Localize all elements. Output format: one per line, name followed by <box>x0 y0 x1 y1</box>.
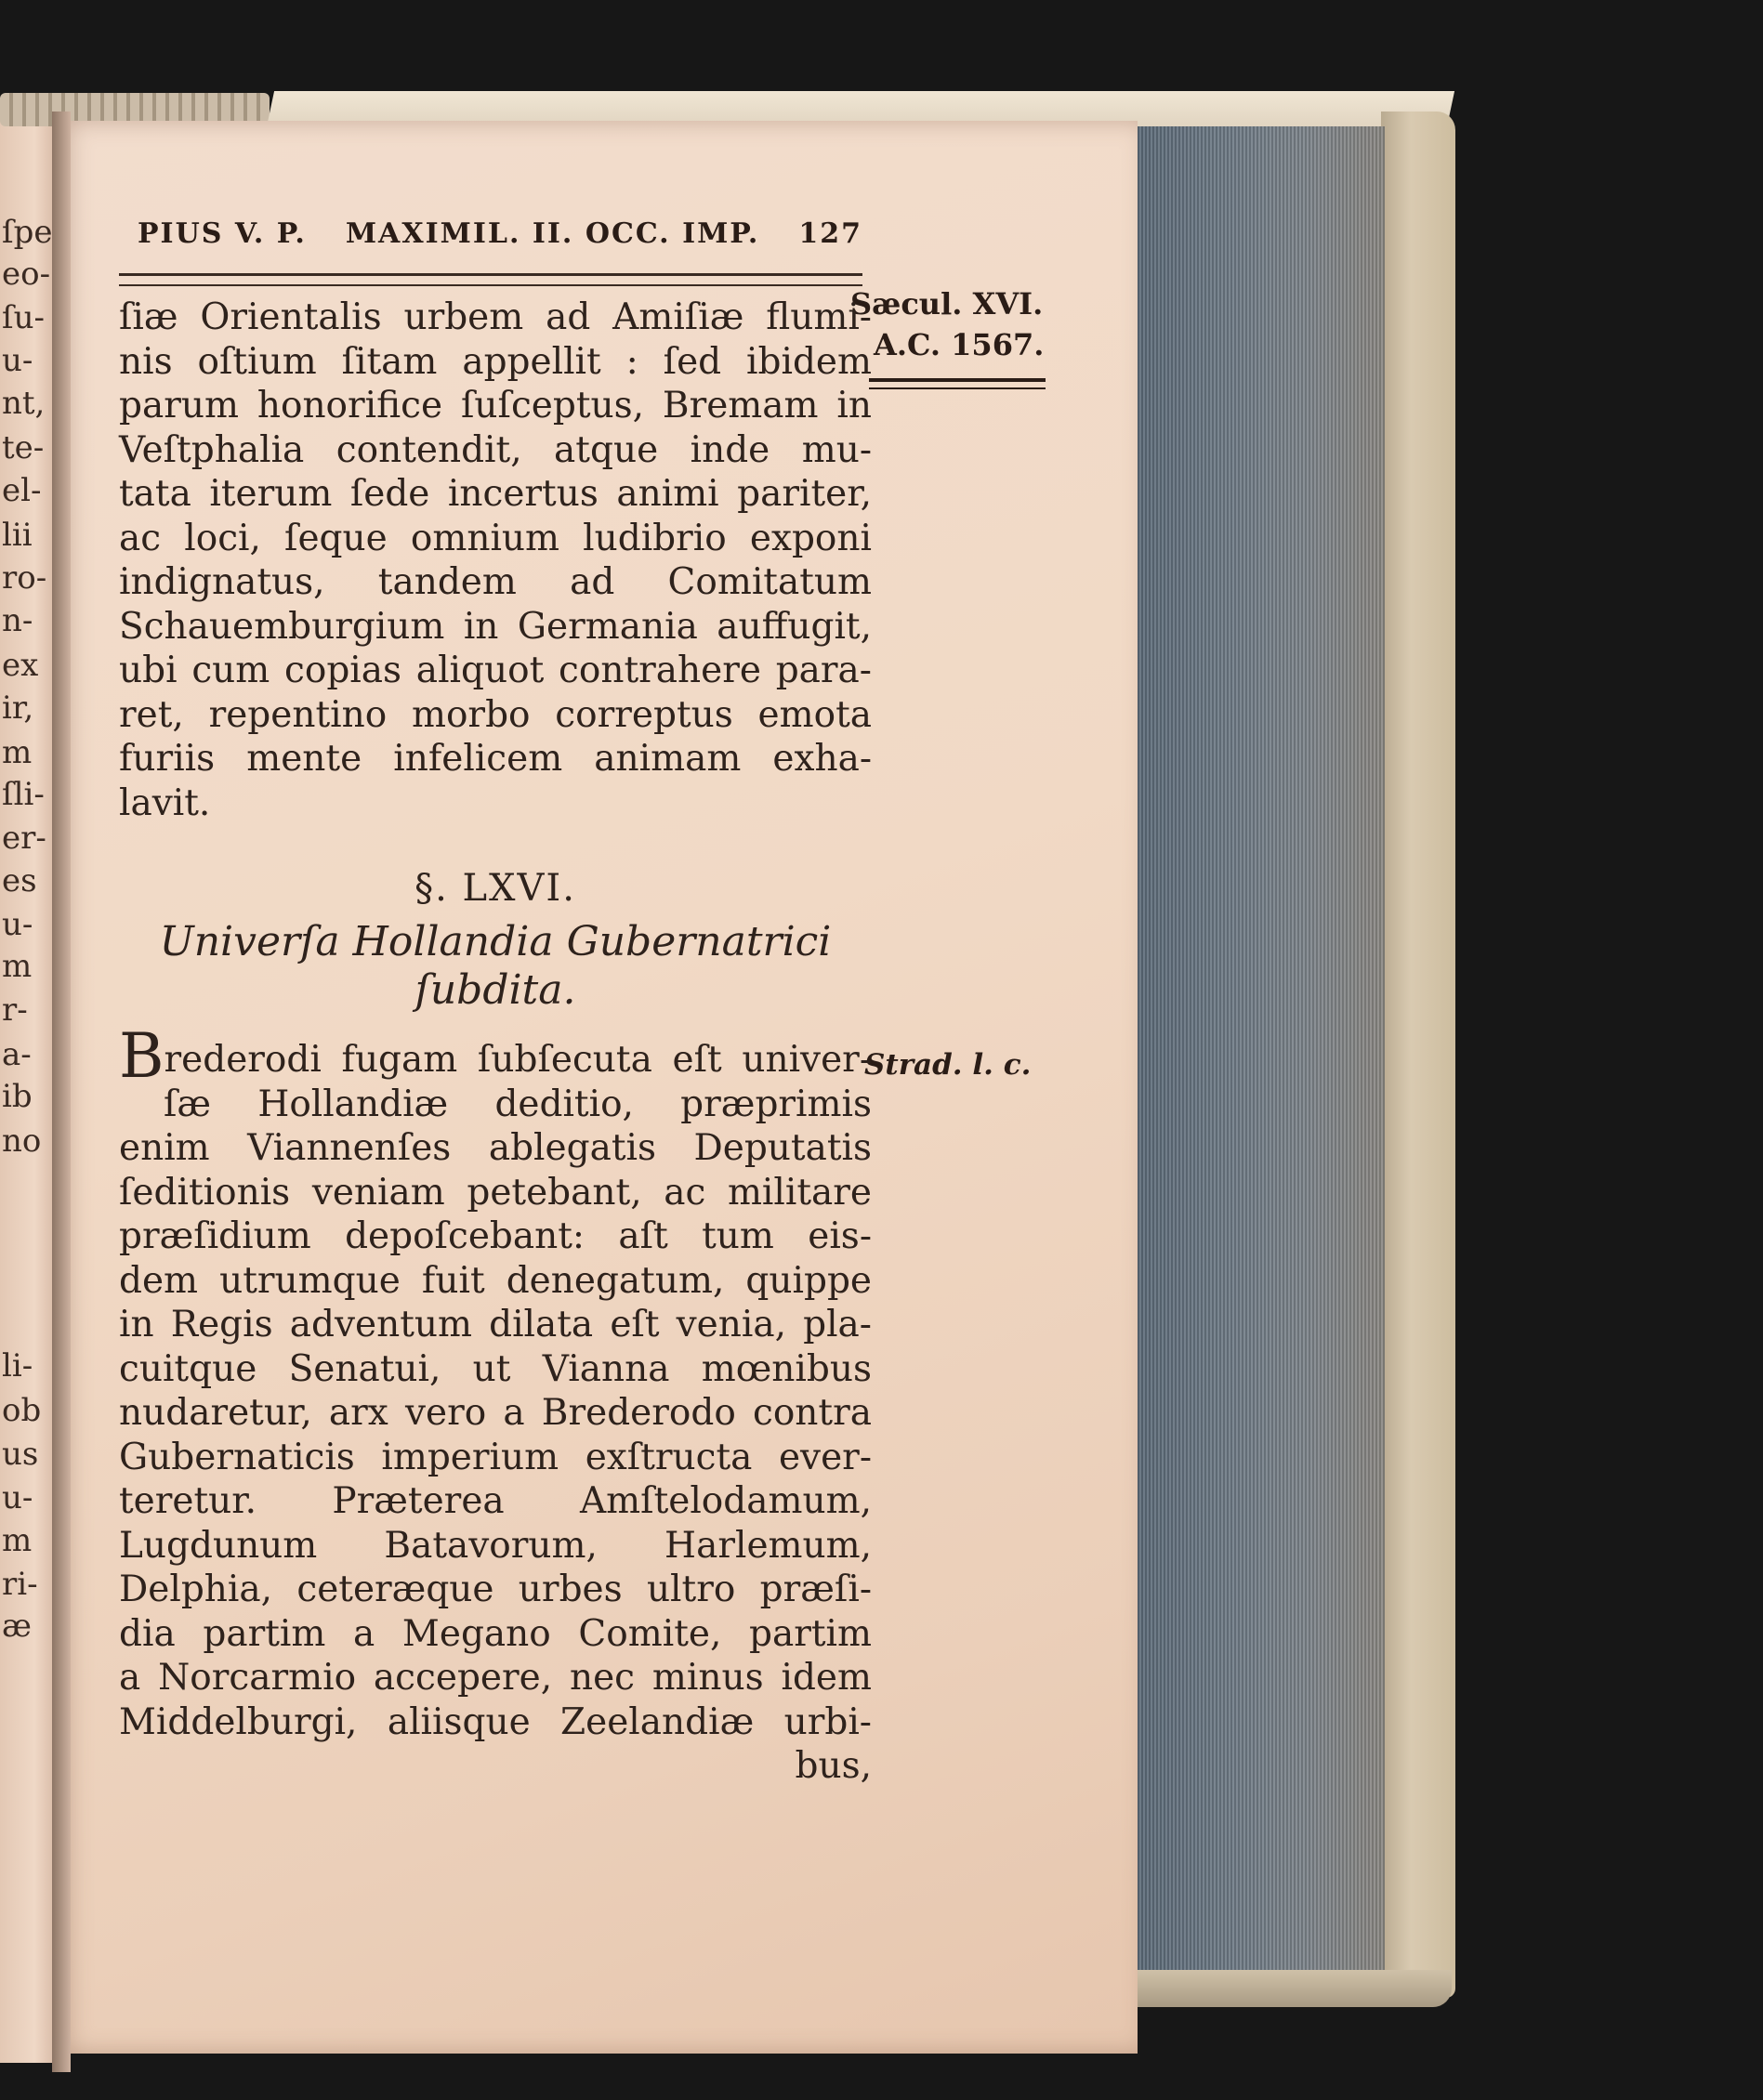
previous-page-text-fragment: æ <box>2 1608 32 1645</box>
previous-page-text-fragment: te- <box>2 429 45 466</box>
previous-page-text-fragment: el- <box>2 472 42 509</box>
text-line: Delphia, ceteræque urbes ultro præſi- <box>119 1568 872 1610</box>
previous-page-text-fragment: ex <box>2 647 39 684</box>
text-line: furiis mente infelicem animam exha- <box>119 738 872 780</box>
text-line: ſæ Hollandiæ deditio, præprimis <box>164 1083 872 1125</box>
previous-page-text-fragment: ſpe <box>2 214 53 251</box>
text-line: Schauemburgium in Germania auffugit, <box>119 605 872 648</box>
previous-page-text-fragment: r- <box>2 991 28 1029</box>
cover-bottom-edge <box>1136 1970 1452 2007</box>
text-line: Veſtphalia contendit, atque inde mu- <box>119 428 872 471</box>
previous-page-text-fragment: lii <box>2 517 33 554</box>
text-line <box>119 1020 872 1092</box>
running-head-pope: PIUS V. P. <box>138 217 307 250</box>
margin-note-anno: A.C. 1567. <box>874 327 1045 362</box>
text-line: ubi cum copias aliquot contrahere para- <box>119 650 872 691</box>
text-line: ret, repentino morbo correptus emota <box>119 693 872 736</box>
text-line: parum honorifice ſuſceptus, Bremam in <box>119 385 872 427</box>
previous-page-text-fragment: er- <box>2 820 46 857</box>
previous-page-edge <box>0 102 58 2063</box>
drop-cap: B <box>119 1020 164 1092</box>
text-line: tata iterum ſede incertus animi pariter, <box>119 473 872 515</box>
text-line: Lugdunum Batavorum, Harlemum, <box>119 1524 872 1567</box>
margin-note-source: Strad. l. c. <box>864 1048 1032 1082</box>
previous-page-text-fragment: u- <box>2 342 33 379</box>
previous-page-text-fragment: m <box>2 734 33 771</box>
text-line: in Regis adventum dilata eſt venia, pla- <box>119 1304 872 1345</box>
previous-page-text-fragment: no <box>2 1122 42 1160</box>
text-line: indignatus, tandem ad Comitatum <box>119 561 872 603</box>
running-head <box>138 217 862 250</box>
previous-page-text-fragment: n- <box>2 602 33 639</box>
text-line: Middelburgi, aliisque Zeelandiæ urbi- <box>119 1700 872 1743</box>
section-title <box>119 918 872 1015</box>
section-title-line-2: ſubdita. <box>414 966 576 1014</box>
text-line: dem utrumque fuit denegatum, quippe <box>119 1259 872 1302</box>
text-line: lavit. <box>119 781 211 824</box>
gutter-shadow <box>52 112 71 2072</box>
previous-page-text-fragment: ob <box>2 1392 42 1429</box>
text-line: præſidium depoſcebant: aſt tum eis- <box>119 1215 872 1257</box>
cover-fore-edge <box>1381 112 1455 1998</box>
previous-page-text-fragment: m <box>2 948 33 985</box>
text-line: teretur. Præterea Amſtelodamum, <box>119 1480 872 1522</box>
previous-page-text-fragment: es <box>2 862 37 899</box>
text-line-content: rederodi fugam ſubſecuta eſt univer- <box>164 1039 872 1081</box>
text-line: ac loci, ſeque omnium ludibrio exponi <box>119 517 872 559</box>
margin-note-rule <box>869 378 1046 389</box>
previous-page-text-fragment: a- <box>2 1036 32 1073</box>
previous-page-text-fragment: ib <box>2 1078 33 1115</box>
paragraph-1 <box>119 295 872 825</box>
previous-page-text-fragment: ſli- <box>2 776 45 813</box>
text-line: a Norcarmio accepere, nec minus idem <box>119 1657 872 1699</box>
text-line: nudaretur, arx vero a Brederodo contra <box>119 1392 872 1434</box>
text-line: enim Viannenſes ablegatis Deputatis <box>119 1127 872 1169</box>
previous-page-text-fragment: u- <box>2 906 33 943</box>
catchword: bus, <box>795 1745 872 1787</box>
previous-page-text-fragment: li- <box>2 1347 33 1385</box>
previous-page-text-fragment: m <box>2 1522 33 1559</box>
text-line: Gubernaticis imperium exſtructa ever- <box>119 1436 872 1478</box>
previous-page-text-fragment: us <box>2 1436 39 1473</box>
text-line: dia partim a Megano Comite, partim <box>119 1612 872 1655</box>
paragraph-2 <box>119 1020 872 1789</box>
section-title-line-1: Univerſa Hollandia Gubernatrici <box>159 918 832 965</box>
previous-page-text-fragment: eo- <box>2 256 51 293</box>
running-head-emperor: MAXIMIL. II. OCC. IMP. <box>345 217 760 250</box>
margin-note-saeculum: Sæcul. XVI. <box>850 286 1044 322</box>
previous-page-text-fragment: u- <box>2 1479 33 1516</box>
text-line: nis oſtium ſitam appellit : ſed ibidem <box>119 340 872 383</box>
text-line: ſiæ Orientalis urbem ad Amiſiæ flumi- <box>119 296 872 338</box>
text-line: ſeditionis veniam petebant, ac militare <box>119 1171 872 1214</box>
page-number: 127 <box>798 217 862 250</box>
previous-page-text-fragment: ri- <box>2 1566 38 1603</box>
text-line: cuitque Senatui, ut Vianna mœnibus <box>119 1347 872 1390</box>
previous-page-text-fragment: nt, <box>2 385 46 422</box>
previous-page-text-fragment: ro- <box>2 559 47 597</box>
section-number: §. LXVI. <box>414 867 576 910</box>
previous-page-text-fragment: ir, <box>2 689 34 727</box>
previous-page-text-fragment: ſu- <box>2 299 45 336</box>
header-rule <box>119 273 862 286</box>
page-block-edges <box>1136 126 1385 1983</box>
